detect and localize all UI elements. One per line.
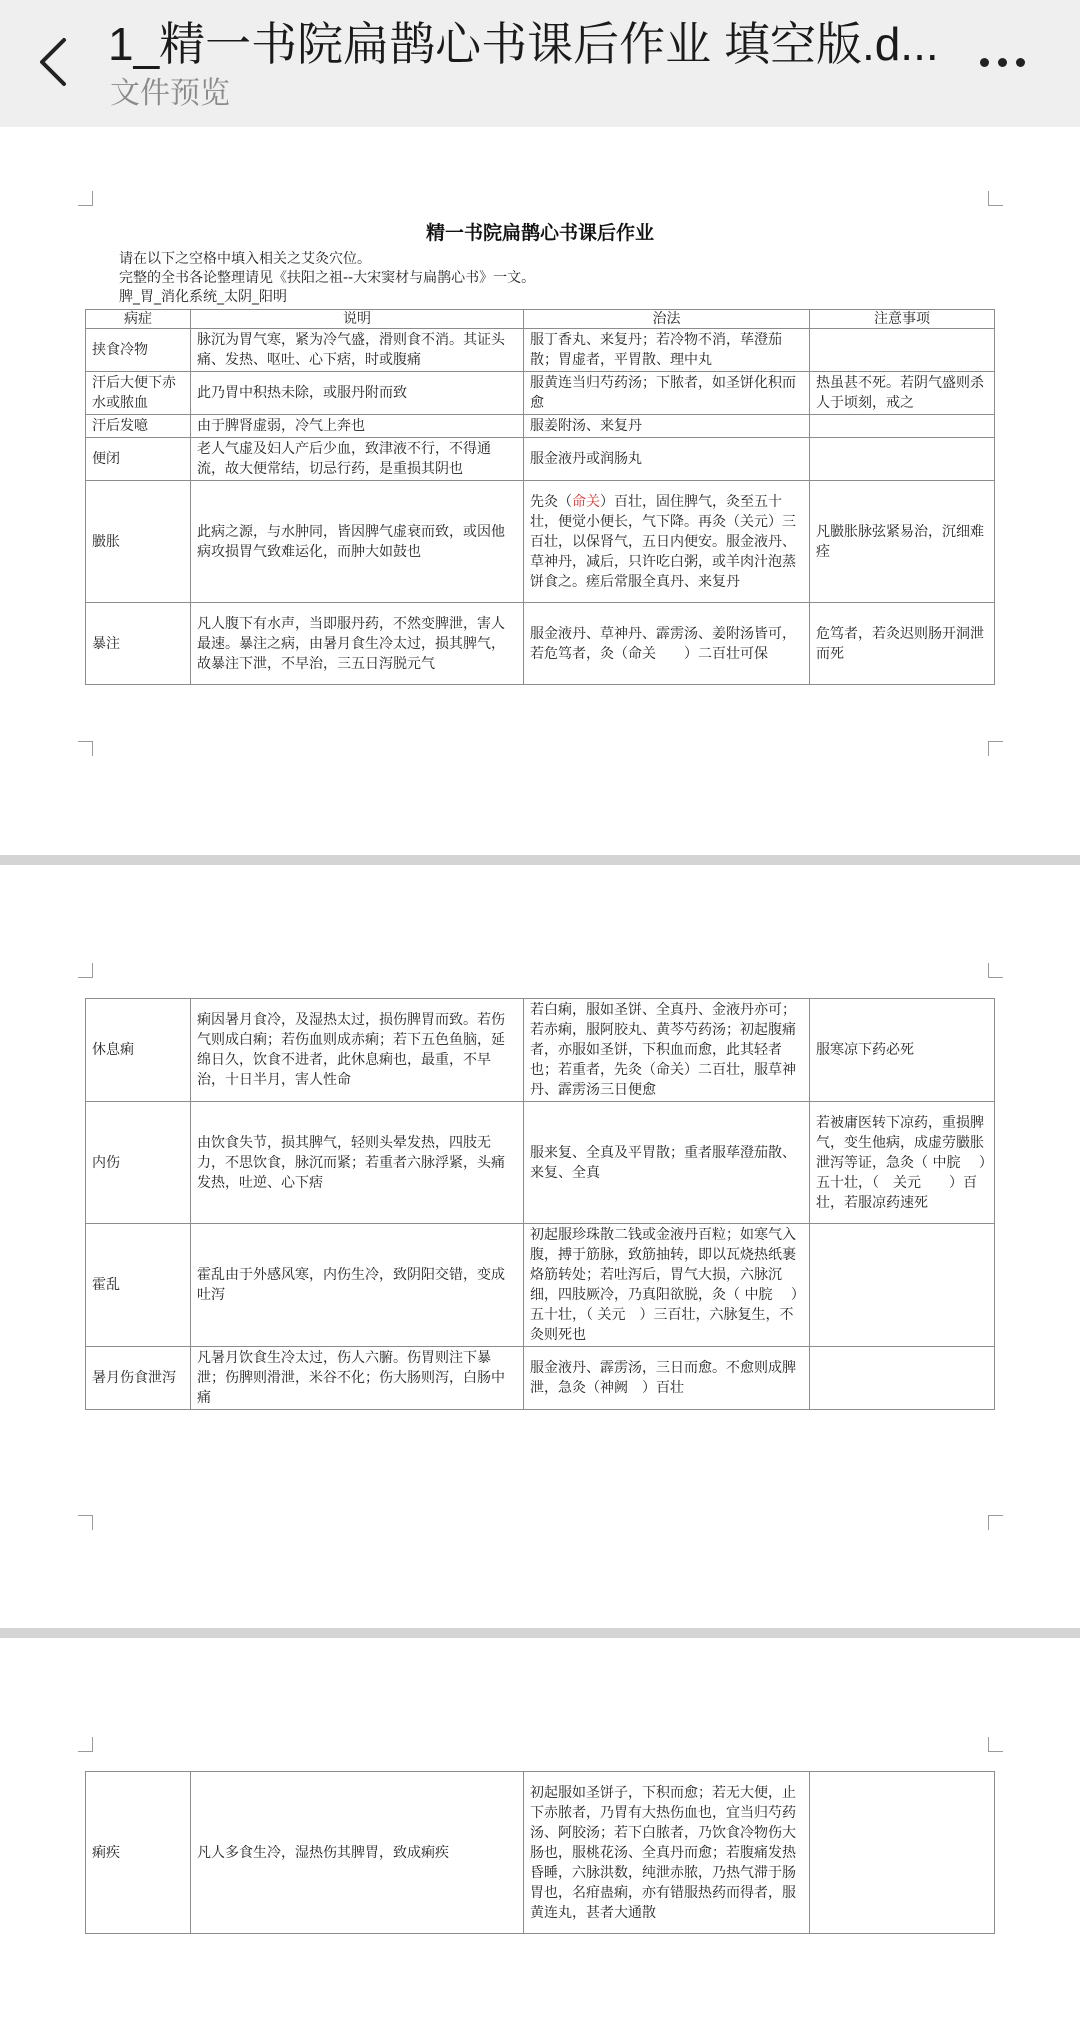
- page-corner-mark: [988, 741, 1003, 756]
- disease-cell: 暑月伤食泄泻: [86, 1347, 191, 1410]
- document-page-3: [0, 1638, 1080, 2026]
- page-corner-mark: [78, 191, 93, 206]
- explain-cell: 霍乱由于外感风寒，内伤生冷，致阴阳交错，变成吐泻: [191, 1224, 524, 1347]
- disease-cell: 汗后大便下赤水或脓血: [86, 372, 191, 415]
- explain-cell: 由于脾肾虚弱，冷气上奔也: [191, 415, 524, 438]
- page-corner-mark: [988, 1515, 1003, 1530]
- explain-cell: 凡暑月饮食生冷太过，伤人六腑。伤胃则注下暴泄；伤脾则滑泄，米谷不化；伤大肠则泻，白肠中痛: [191, 1347, 524, 1410]
- page-corner-mark: [78, 741, 93, 756]
- column-header: 说明: [191, 310, 524, 329]
- page-corner-mark: [988, 963, 1003, 978]
- disease-cell: 痢疾: [86, 1772, 191, 1934]
- disease-cell: 汗后发噫: [86, 415, 191, 438]
- filled-acupoint: 命关: [572, 493, 600, 510]
- notes-cell: 凡臌胀脉弦紧易治，沉细难痊: [810, 481, 995, 603]
- treatment-table: [85, 998, 995, 1410]
- disease-cell: 休息痢: [86, 999, 191, 1102]
- explain-cell: 此病之源，与水肿同，皆因脾气虚衰而致，或因他病攻损胃气致难运化，而肿大如鼓也: [191, 481, 524, 603]
- intro-line: 脾_胃_消化系统_太阴_阳明: [119, 289, 287, 305]
- explain-cell: 痢因暑月食冷，及湿热太过，损伤脾胃而致。若伤气则成白痢；若伤血则成赤痢；若下五色鱼脑，延绵日久，饮食不进者，此休息痢也，最重，不早治，十日半月，害人性命: [191, 999, 524, 1102]
- table-row: [86, 329, 995, 372]
- table-row: [86, 999, 995, 1102]
- explain-cell: 凡人腹下有水声，当即服丹药，不然变脾泄，害人最速。暴注之病，由暑月食生冷太过，损其脾气，故暴注下泄，不早治，三五日泻脱元气: [191, 603, 524, 685]
- document-page-2: [0, 865, 1080, 1628]
- treatment-text: 先灸（: [530, 493, 572, 510]
- table-header-row: [86, 310, 995, 329]
- table-row: [86, 1347, 995, 1410]
- treatment-cell: 初起服如圣饼子，下积而愈；若无大便，止下赤脓者，乃胃有大热伤血也，宜当归芍药汤、阿胶汤；若下白脓者，乃饮食冷物伤大肠也，服桃花汤、全真丹而愈；若腹痛发热昏睡，六脉洪数，纯泄赤脓，乃热气滞于肠胃也，名疳蛊痢，亦有错服热药而得者，服黄连丸，甚者大通散: [524, 1772, 810, 1934]
- document-page-1: [0, 127, 1080, 855]
- page-corner-mark: [78, 1515, 93, 1530]
- back-arrow-icon[interactable]: [34, 34, 74, 90]
- notes-cell: [810, 415, 995, 438]
- disease-cell: 便闭: [86, 438, 191, 481]
- notes-cell: [810, 329, 995, 372]
- treatment-cell: 服金液丹或润肠丸: [524, 438, 810, 481]
- page-corner-mark: [988, 191, 1003, 206]
- table-row: [86, 372, 995, 415]
- table-row: [86, 481, 995, 603]
- explain-cell: 老人气虚及妇人产后少血，致津液不行，不得通流，故大便常结，切忌行药，是重损其阴也: [191, 438, 524, 481]
- page-corner-mark: [78, 963, 93, 978]
- notes-cell: 热虽甚不死。若阴气盛则杀人于顷刻，戒之: [810, 372, 995, 415]
- explain-cell: 此乃胃中积热未除，或服丹附而致: [191, 372, 524, 415]
- sheet-title: 精一书院扁鹊心书课后作业: [425, 222, 654, 244]
- notes-cell: 服寒凉下药必死: [810, 999, 995, 1102]
- table-row: [86, 1772, 995, 1934]
- column-header: 注意事项: [810, 310, 995, 329]
- treatment-cell: 服黄连当归芍药汤；下脓者，如圣饼化积而愈: [524, 372, 810, 415]
- disease-cell: 暴注: [86, 603, 191, 685]
- treatment-cell: 初起服珍珠散二钱或金液丹百粒；如寒气入腹，搏于筋脉，致筋抽转，即以瓦烧热纸裹烙筋转处；若吐泻后，胃气大损，六脉沉细，四肢厥冷，乃真阳欲脱，灸（ 中脘 ）五十壮，（ 关元 ）三百壮，六脉复生，不灸则死也: [524, 1224, 810, 1347]
- more-options-icon[interactable]: [980, 52, 1030, 72]
- notes-cell: [810, 1772, 995, 1934]
- table-row: [86, 415, 995, 438]
- top-app-bar: [0, 0, 1080, 127]
- explain-cell: 凡人多食生冷，湿热伤其脾胃，致成痢疾: [191, 1772, 524, 1934]
- disease-cell: 臌胀: [86, 481, 191, 603]
- notes-cell: [810, 438, 995, 481]
- document-title: 1_精一书院扁鹊心书课后作业 填空版.d...: [108, 18, 939, 70]
- table-row: [86, 1102, 995, 1224]
- column-header: 病症: [86, 310, 191, 329]
- treatment-cell: 若白痢，服如圣饼、全真丹、金液丹亦可；若赤痢，服阿胶丸、黄芩芍药汤；初起腹痛者，亦服如圣饼，下积血而愈，此其轻者也；若重者，先灸（命关）二百壮，服草神丹、霹雳汤三日便愈: [524, 999, 810, 1102]
- treatment-cell: [524, 481, 810, 603]
- disease-cell: 霍乱: [86, 1224, 191, 1347]
- table-row: [86, 438, 995, 481]
- notes-cell: [810, 1224, 995, 1347]
- treatment-table: [85, 1771, 995, 1934]
- treatment-text: ）百壮，固住脾气，灸至五十壮，便觉小便长，气下降。再灸（关元）三百壮，以保肾气，五日内便安。服金液丹、草神丹，减后，只许吃白粥，或羊肉汁泡蒸饼食之。瘥后常服全真丹、来复丹: [530, 493, 796, 590]
- page-separator: [0, 1628, 1080, 1638]
- disease-cell: 挟食冷物: [86, 329, 191, 372]
- page-separator: [0, 855, 1080, 865]
- notes-cell: [810, 1347, 995, 1410]
- table-row: [86, 603, 995, 685]
- explain-cell: 由饮食失节，损其脾气，轻则头晕发热，四肢无力，不思饮食，脉沉而紧；若重者六脉浮紧，头痛发热，吐逆、心下痞: [191, 1102, 524, 1224]
- disease-cell: 内伤: [86, 1102, 191, 1224]
- table-row: [86, 1224, 995, 1347]
- treatment-cell: 服金液丹、草神丹、霹雳汤、姜附汤皆可，若危笃者，灸（命关 ）二百壮可保: [524, 603, 810, 685]
- treatment-cell: 服丁香丸、来复丹；若冷物不消，荜澄茄散；胃虚者，平胃散、理中丸: [524, 329, 810, 372]
- document-subtitle: 文件预览: [110, 76, 230, 111]
- notes-cell: 若被庸医转下凉药，重损脾气，变生他病，成虚劳臌胀泄泻等证，急灸（ 中脘 ）五十壮，（ 关元 ）百壮，若服凉药速死: [810, 1102, 995, 1224]
- intro-line: 请在以下之空格中填入相关之艾灸穴位。: [119, 251, 371, 267]
- intro-line: 完整的全书各论整理请见《扶阳之祖--大宋窦材与扁鹊心书》一文。: [119, 270, 536, 286]
- treatment-cell: 服金液丹、霹雳汤，三日而愈。不愈则成脾泄，急灸（神阙 ）百壮: [524, 1347, 810, 1410]
- treatment-cell: 服来复、全真及平胃散；重者服荜澄茄散、来复、全真: [524, 1102, 810, 1224]
- explain-cell: 脉沉为胃气寒，紧为冷气盛，滑则食不消。其证头痛、发热、呕吐、心下痞，时或腹痛: [191, 329, 524, 372]
- column-header: 治法: [524, 310, 810, 329]
- notes-cell: 危笃者，若灸迟则肠开洞泄而死: [810, 603, 995, 685]
- page-corner-mark: [988, 1737, 1003, 1752]
- treatment-table: [85, 309, 995, 685]
- treatment-cell: 服姜附汤、来复丹: [524, 415, 810, 438]
- page-corner-mark: [78, 1737, 93, 1752]
